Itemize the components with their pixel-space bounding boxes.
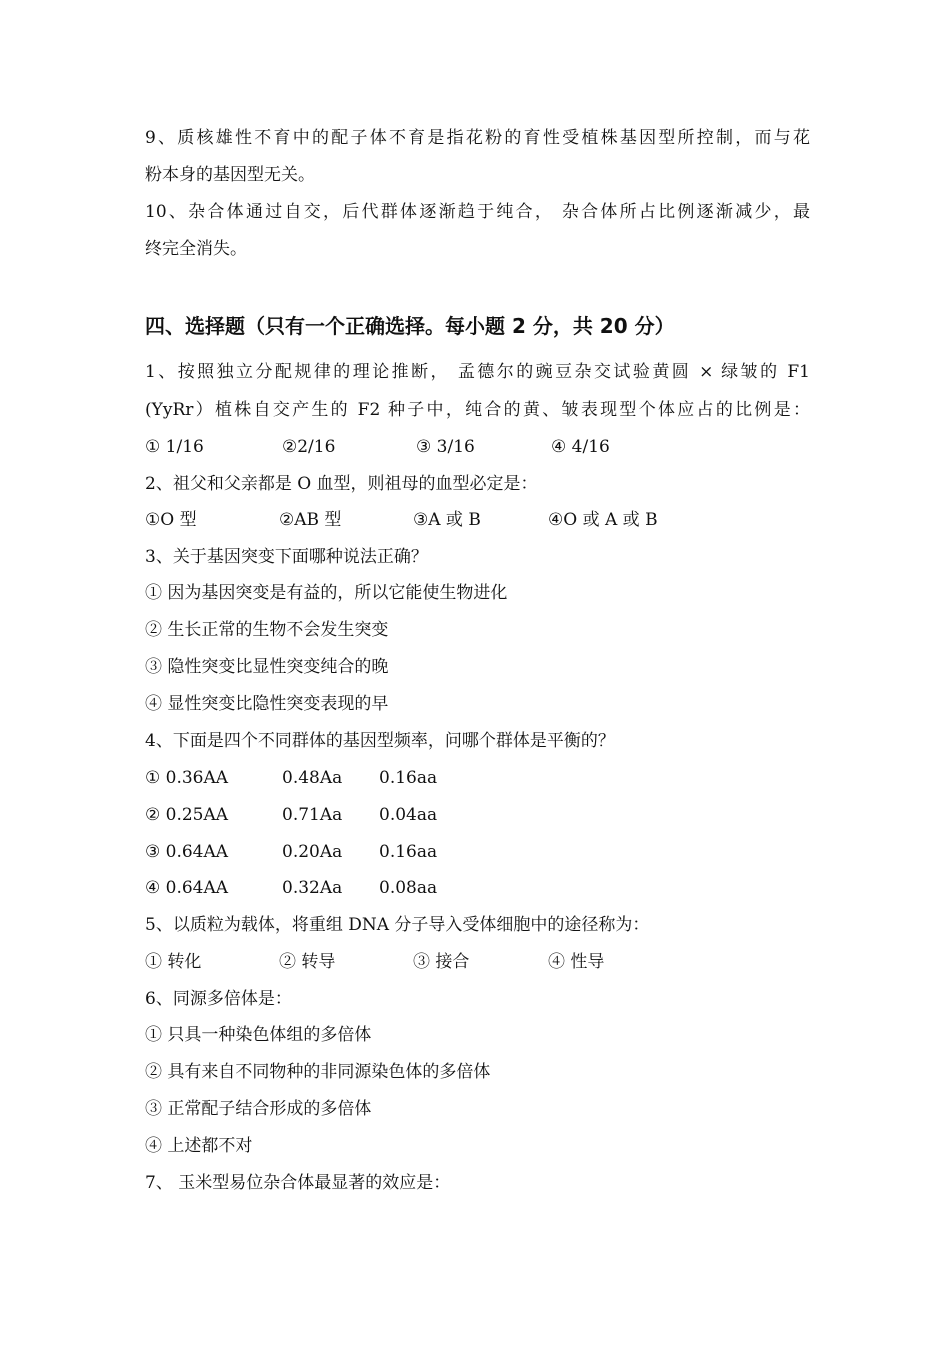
genotype-aa-hetero: 0.32Aa <box>282 878 343 898</box>
genotype-aa-dominant: ③ 0.64AA <box>145 842 229 862</box>
tf-item-10-line2: 终完全消失。 <box>145 239 247 259</box>
question-4-row-2 <box>145 804 810 826</box>
question-3-option-2: ② 生长正常的生物不会发生突变 <box>145 620 389 640</box>
tf-item-9-line1: 9、质核雄性不育中的配子体不育是指花粉的育性受植株基因型所控制，而与花 <box>145 128 810 148</box>
question-4-row-4 <box>145 877 810 899</box>
question-5-options <box>145 951 810 973</box>
question-4-stem: 4、下面是四个不同群体的基因型频率，问哪个群体是平衡的？ <box>145 731 615 751</box>
question-6-option-3: ③ 正常配子结合形成的多倍体 <box>145 1099 372 1119</box>
option: ②2/16 <box>282 437 336 457</box>
question-3-option-1: ① 因为基因突变是有益的，所以它能使生物进化 <box>145 583 508 603</box>
question-1-options <box>145 436 810 458</box>
option: ②AB 型 <box>279 510 342 530</box>
question-3-option-4: ④ 显性突变比隐性突变表现的早 <box>145 694 389 714</box>
question-6-option-1: ① 只具一种染色体组的多倍体 <box>145 1025 372 1045</box>
question-2-stem: 2、祖父和父亲都是 O 血型，则祖母的血型必定是： <box>145 474 538 494</box>
option: ④ 性导 <box>548 952 605 972</box>
question-3-stem: 3、关于基因突变下面哪种说法正确？ <box>145 547 428 567</box>
genotype-aa-recessive: 0.08aa <box>379 878 438 898</box>
question-5-stem: 5、以质粒为载体，将重组 DNA 分子导入受体细胞中的途径称为： <box>145 915 650 935</box>
option: ① 转化 <box>145 952 202 972</box>
section-title: 四、选择题（只有一个正确选择。每小题 2 分，共 20 分） <box>145 314 675 338</box>
option: ④O 或 A 或 B <box>548 510 658 530</box>
question-4-row-1 <box>145 767 810 789</box>
option: ② 转导 <box>279 952 336 972</box>
question-1-line1: 1、按照独立分配规律的理论推断， 孟德尔的豌豆杂交试验黄圆 × 绿皱的 F1 <box>145 362 810 382</box>
option: ③ 3/16 <box>416 437 475 457</box>
question-6-option-2: ② 具有来自不同物种的非同源染色体的多倍体 <box>145 1062 491 1082</box>
question-3-option-3: ③ 隐性突变比显性突变纯合的晚 <box>145 657 389 677</box>
option: ③A 或 B <box>413 510 481 530</box>
genotype-aa-hetero: 0.71Aa <box>282 805 343 825</box>
question-6-stem: 6、同源多倍体是： <box>145 989 292 1009</box>
question-4-row-3 <box>145 841 810 863</box>
question-6-option-4: ④ 上述都不对 <box>145 1136 253 1156</box>
genotype-aa-recessive: 0.04aa <box>379 805 438 825</box>
genotype-aa-dominant: ② 0.25AA <box>145 805 229 825</box>
question-7-stem: 7、 玉米型易位杂合体最显著的效应是： <box>145 1173 451 1193</box>
genotype-aa-recessive: 0.16aa <box>379 842 438 862</box>
genotype-aa-recessive: 0.16aa <box>379 768 438 788</box>
option: ① 1/16 <box>145 437 204 457</box>
question-2-options <box>145 509 810 531</box>
tf-item-9-line2: 粉本身的基因型无关。 <box>145 165 315 185</box>
genotype-aa-dominant: ④ 0.64AA <box>145 878 229 898</box>
tf-item-10-line1: 10、杂合体通过自交，后代群体逐渐趋于纯合， 杂合体所占比例逐渐减少，最 <box>145 202 810 222</box>
genotype-aa-hetero: 0.20Aa <box>282 842 343 862</box>
question-1-line2: (YyRr）植株自交产生的 F2 种子中，纯合的黄、皱表现型个体应占的比例是： <box>145 400 810 420</box>
option: ③ 接合 <box>413 952 470 972</box>
genotype-aa-hetero: 0.48Aa <box>282 768 343 788</box>
option: ①O 型 <box>145 510 197 530</box>
option: ④ 4/16 <box>551 437 610 457</box>
genotype-aa-dominant: ① 0.36AA <box>145 768 229 788</box>
